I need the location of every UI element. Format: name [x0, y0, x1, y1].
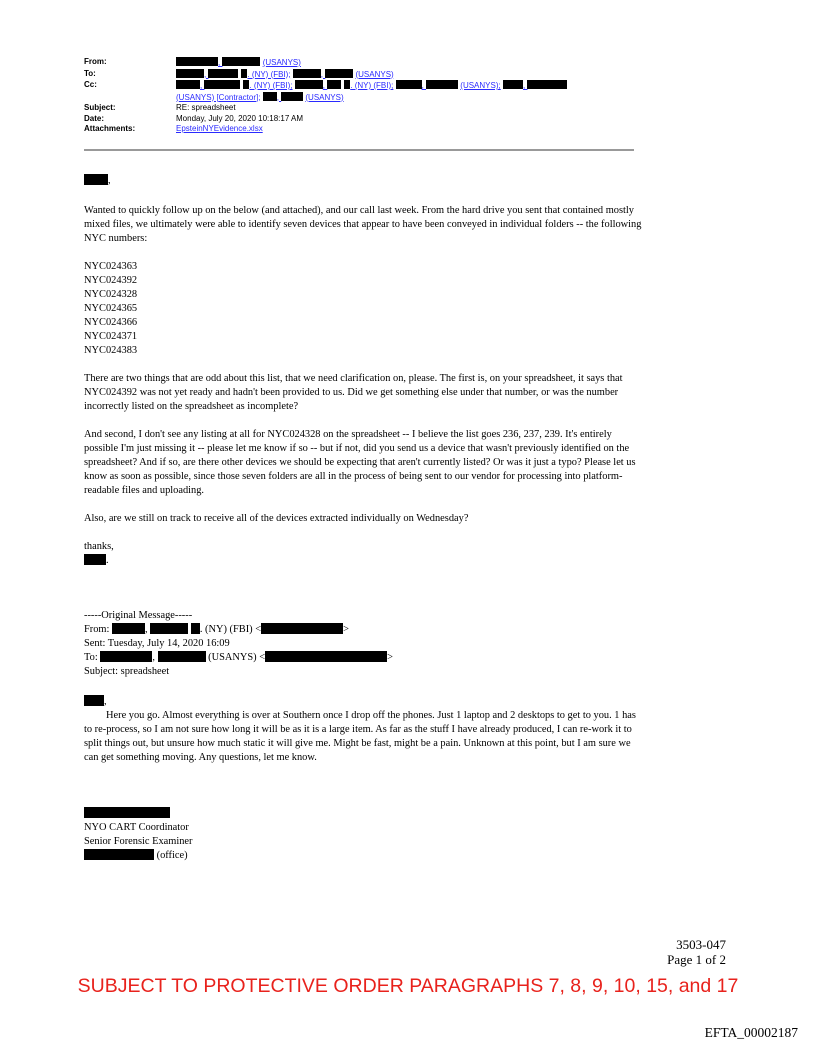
- original-greeting: ,: [84, 695, 644, 709]
- redaction: [100, 651, 152, 662]
- cc-row: [84, 80, 634, 92]
- cc-value: , . (NY) (FBI); , . (NY) (FBI); , (USANYS); ,: [176, 80, 634, 92]
- efta-id: EFTA_00002187: [704, 1025, 798, 1040]
- from-link[interactable]: (USANYS): [262, 58, 301, 67]
- subject-row: [84, 103, 634, 114]
- reply-paragraph-1: Wanted to quickly follow up on the below (and attached), and our call last week. From the hard drive you sent that contained mostly mixed files, we ultimately were able to identify seven devices that appear to have been conveyed in individual folders -- the following NYC numbers:: [84, 205, 642, 244]
- redaction: [281, 92, 303, 101]
- reply-greeting: ,: [84, 174, 644, 188]
- original-subject: Subject: spreadsheet: [84, 666, 170, 677]
- bates-block: [667, 937, 726, 967]
- redaction: [84, 554, 106, 565]
- attachments-label: Attachments:: [84, 124, 136, 133]
- cc-link-3[interactable]: (USANYS);: [460, 81, 501, 90]
- redaction: [527, 80, 567, 89]
- reply-body: [84, 174, 644, 568]
- to-row: [84, 69, 634, 81]
- redaction: [84, 849, 154, 860]
- attachments-row: [84, 124, 634, 135]
- list-item: NYC024383: [84, 345, 138, 356]
- cc-link-5[interactable]: (USANYS): [305, 92, 344, 102]
- redaction: [84, 807, 170, 818]
- list-item: NYC024392: [84, 275, 138, 286]
- redaction: [327, 80, 341, 89]
- redaction: [222, 57, 260, 66]
- redaction: [176, 69, 204, 78]
- cc-link-1[interactable]: . (NY) (FBI);: [249, 81, 293, 90]
- redaction: [261, 623, 343, 634]
- redaction: [84, 695, 104, 706]
- to-value: , . (NY) (FBI); , (USANYS): [176, 69, 634, 81]
- redaction: [396, 80, 422, 89]
- redaction: [84, 174, 108, 185]
- redaction: [503, 80, 523, 89]
- original-from: From: , . (NY) (FBI) < >: [84, 624, 349, 635]
- original-to: To: , (USANYS) < >: [84, 652, 393, 663]
- redaction: [176, 80, 200, 89]
- original-message: [84, 609, 644, 863]
- list-item: NYC024371: [84, 331, 138, 342]
- list-item: NYC024363: [84, 261, 138, 272]
- redaction: [295, 80, 323, 89]
- reply-paragraph-3: And second, I don't see any listing at all for NYC024328 on the spreadsheet -- I believe the list goes 236, 237, 239. It's entirely possible I'm just missing it -- please let me know if so -- but if not, did you send us a device that wasn't previously identified on the spreadsheet? And if so, are there other devices we should be expecting that aren't currently listed? Or was it just a typo? Please let us know as soon as possible, since those seven folders are all in the process of being sent to our vendor for processing into platform-readable files and uploading.: [84, 429, 636, 496]
- redaction: [325, 69, 353, 78]
- redaction: [426, 80, 458, 89]
- nyc-number-list: [84, 260, 644, 358]
- redaction: [150, 623, 188, 634]
- redaction: [263, 92, 277, 101]
- subject-label: Subject:: [84, 103, 116, 112]
- cc-row-continued: (USANYS) [Contractor]; , (USANYS): [176, 92, 344, 102]
- original-sent: Sent: Tuesday, July 14, 2020 16:09: [84, 638, 230, 649]
- from-row: [84, 57, 634, 69]
- to-link-2[interactable]: (USANYS): [355, 69, 394, 79]
- to-label: To:: [84, 68, 96, 78]
- cc-label: Cc:: [84, 80, 97, 89]
- cc-link-4[interactable]: (USANYS) [Contractor];: [176, 92, 261, 102]
- redaction: [204, 80, 240, 89]
- reply-closing: thanks,: [84, 541, 114, 552]
- redaction: [112, 623, 145, 634]
- list-item: NYC024366: [84, 317, 138, 328]
- from-value: , (USANYS): [176, 57, 634, 69]
- bates-number: 3503-047: [676, 937, 726, 952]
- date-row: [84, 114, 634, 125]
- email-header: [84, 57, 634, 135]
- from-label: From:: [84, 57, 107, 66]
- reply-paragraph-2: There are two things that are odd about this list, that we need clarification on, please. The first is, on your spreadsheet, it says that NYC024392 was not yet ready and hadn't been provided to us. Did we get something else under that number, or was the number incorrectly listed on the spreadsheet as incomplete?: [84, 373, 623, 412]
- to-link-1[interactable]: . (NY) (FBI);: [247, 69, 291, 79]
- list-item: NYC024365: [84, 303, 138, 314]
- date-label: Date:: [84, 113, 105, 123]
- sig-title-2: Senior Forensic Examiner: [84, 836, 193, 847]
- protective-order-notice: SUBJECT TO PROTECTIVE ORDER PARAGRAPHS 7, 8, 9, 10, 15, and 17: [77, 975, 739, 997]
- redaction: [176, 57, 218, 66]
- subject-value: RE: spreadsheet: [176, 103, 236, 112]
- reply-signature: .: [84, 554, 644, 568]
- redaction: [265, 651, 387, 662]
- sig-title-1: NYO CART Coordinator: [84, 822, 189, 833]
- redaction: [158, 651, 206, 662]
- sig-phone: (office): [84, 849, 644, 863]
- attachment-link[interactable]: EpsteinNYEvidence.xlsx: [176, 124, 263, 133]
- redaction: [208, 69, 238, 78]
- original-divider: -----Original Message-----: [84, 610, 193, 621]
- reply-paragraph-4: Also, are we still on track to receive all of the devices extracted individually on Wednesday?: [84, 513, 469, 524]
- list-item: NYC024328: [84, 289, 138, 300]
- original-signature: [84, 807, 644, 863]
- original-body: Here you go. Almost everything is over at Southern once I drop off the phones. Just 1 laptop and 2 desktops to get to you. 1 has to re-process, so I am not sure how long it will be as it is a large item. As far as the stuff I have already produced, I can re-work it to split things out, but unsure how much static it will give me. Might be fast, might be a pain. Unknown at this point, but I am sure we can get something moving. Any questions, let me know.: [84, 710, 636, 763]
- header-divider: [84, 149, 634, 151]
- cc-link-2[interactable]: . (NY) (FBI);: [350, 81, 394, 90]
- date-value: Monday, July 20, 2020 10:18:17 AM: [176, 113, 304, 123]
- page-number: Page 1 of 2: [667, 952, 726, 967]
- redaction: [191, 623, 200, 634]
- redaction: [293, 69, 321, 78]
